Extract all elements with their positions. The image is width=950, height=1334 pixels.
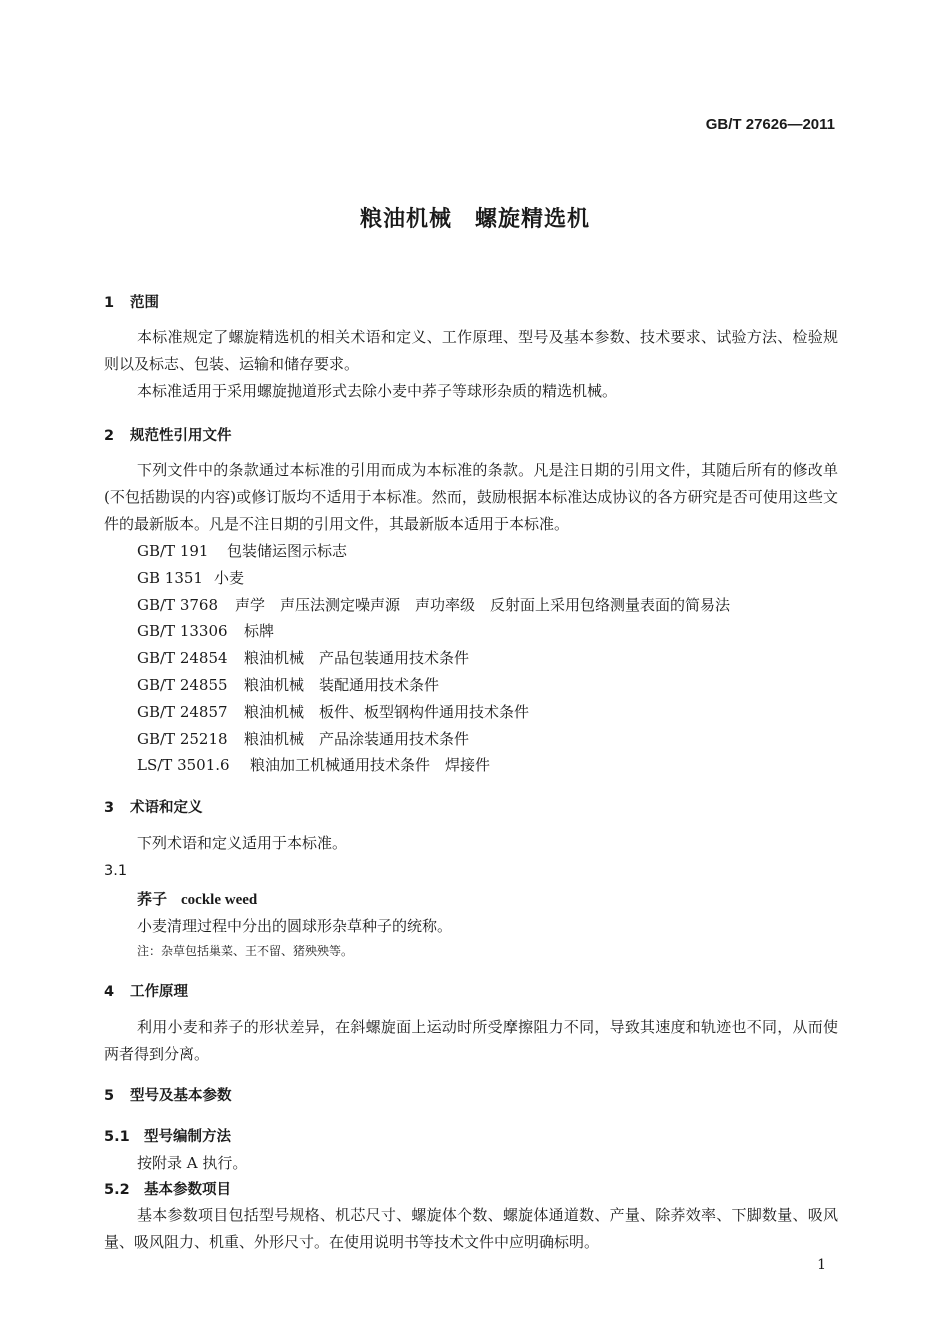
section-2-heading <box>104 424 232 445</box>
reference-item <box>137 565 730 592</box>
reference-code: GB/T 25218 <box>137 729 228 748</box>
reference-title: 包装储运图示标志 <box>227 542 348 560</box>
reference-title: 粮油加工机械通用技术条件 焊接件 <box>250 756 491 775</box>
reference-title: 标牌 <box>244 622 275 641</box>
standard-code: GB/T 27626—2011 <box>705 116 835 133</box>
term-english: cockle weed <box>181 892 258 908</box>
section-3-paragraph-1: 下列术语和定义适用于本标准。 <box>137 834 348 852</box>
subsection-5-2-heading <box>104 1178 231 1199</box>
reference-title: 小麦 <box>214 568 245 587</box>
subsection-5-1-text: 按附录 A 执行。 <box>137 1154 248 1172</box>
reference-item <box>137 618 730 645</box>
reference-item <box>137 752 730 779</box>
section-1-paragraph-1: 本标准规定了螺旋精选机的相关术语和定义、工作原理、型号及基本参数、技术要求、试验方法、检验规则以及标志、包装、运输和储存要求。 <box>104 328 838 373</box>
term-definition: 小麦清理过程中分出的圆球形杂草种子的统称。 <box>137 917 453 935</box>
reference-item <box>137 592 730 619</box>
reference-code: GB 1351 <box>137 568 203 587</box>
page-number: 1 <box>817 1257 826 1273</box>
section-2-paragraph-1: 下列文件中的条款通过本标准的引用而成为本标准的条款。凡是注日期的引用文件，其随后所有的修改单(不包括勘误的内容)或修订版均不适用于本标准。然而，鼓励根据本标准达成协议的各方研究是否可使用这些文件的最新版本。凡是不注日期的引用文件，其最新版本适用于本标准。 <box>104 461 838 533</box>
page-title: 粮油机械 螺旋精选机 <box>359 207 590 232</box>
subsection-number: 5.2 <box>104 1182 130 1198</box>
section-number: 3 <box>104 800 115 816</box>
reference-code: GB/T 24854 <box>137 649 228 668</box>
section-3-heading <box>104 796 203 817</box>
subsection-number: 5.1 <box>104 1129 130 1145</box>
section-1-paragraph-2: 本标准适用于采用螺旋抛道形式去除小麦中荞子等球形杂质的精选机械。 <box>137 382 618 400</box>
section-title: 范围 <box>130 295 159 311</box>
section-title: 型号及基本参数 <box>130 1088 232 1104</box>
reference-title: 声学 声压法测定噪声源 声功率级 反射面上采用包络测量表面的简易法 <box>235 595 731 614</box>
reference-item <box>137 672 730 699</box>
term-entry <box>137 888 257 909</box>
reference-item <box>137 538 730 565</box>
reference-code: GB/T 3768 <box>137 595 219 614</box>
section-number: 2 <box>104 428 115 444</box>
section-number: 5 <box>104 1088 115 1104</box>
section-number: 4 <box>104 984 115 1000</box>
subsection-title: 基本参数项目 <box>144 1182 231 1198</box>
section-title: 规范性引用文件 <box>130 428 232 444</box>
section-4-heading <box>104 980 188 1001</box>
reference-code: LS/T 3501.6 <box>137 756 230 775</box>
subsection-5-2-paragraph: 基本参数项目包括型号规格、机芯尺寸、螺旋体个数、螺旋体通道数、产量、除荞效率、下脚数量、吸风量、吸风阻力、机重、外形尺寸。在使用说明书等技术文件中应明确标明。 <box>104 1206 838 1251</box>
normative-reference-list <box>137 538 730 779</box>
reference-item <box>137 645 730 672</box>
reference-code: GB/T 24857 <box>137 702 228 721</box>
reference-title: 粮油机械 产品涂装通用技术条件 <box>244 729 470 748</box>
section-title: 工作原理 <box>130 984 188 1000</box>
section-title: 术语和定义 <box>130 800 203 816</box>
section-number: 1 <box>104 295 115 311</box>
reference-title: 粮油机械 装配通用技术条件 <box>244 675 440 694</box>
section-4-paragraph-1: 利用小麦和荞子的形状差异，在斜螺旋面上运动时所受摩擦阻力不同，导致其速度和轨迹也不同，从而使两者得到分离。 <box>104 1018 838 1063</box>
reference-title: 粮油机械 板件、板型钢构件通用技术条件 <box>244 702 530 721</box>
reference-item <box>137 726 730 753</box>
subsection-3-1-number: 3.1 <box>104 863 128 879</box>
section-1-heading <box>104 291 159 312</box>
reference-code: GB/T 24855 <box>137 675 228 694</box>
term-note: 注：杂草包括巢菜、王不留、猪殃殃等。 <box>137 944 354 958</box>
reference-item <box>137 699 730 726</box>
reference-code: GB/T 191 <box>137 542 209 560</box>
reference-code: GB/T 13306 <box>137 622 228 641</box>
reference-title: 粮油机械 产品包装通用技术条件 <box>244 649 470 668</box>
subsection-title: 型号编制方法 <box>144 1129 231 1145</box>
term-chinese: 荞子 <box>137 890 168 908</box>
subsection-5-1-heading <box>104 1125 231 1146</box>
section-5-heading <box>104 1084 232 1105</box>
